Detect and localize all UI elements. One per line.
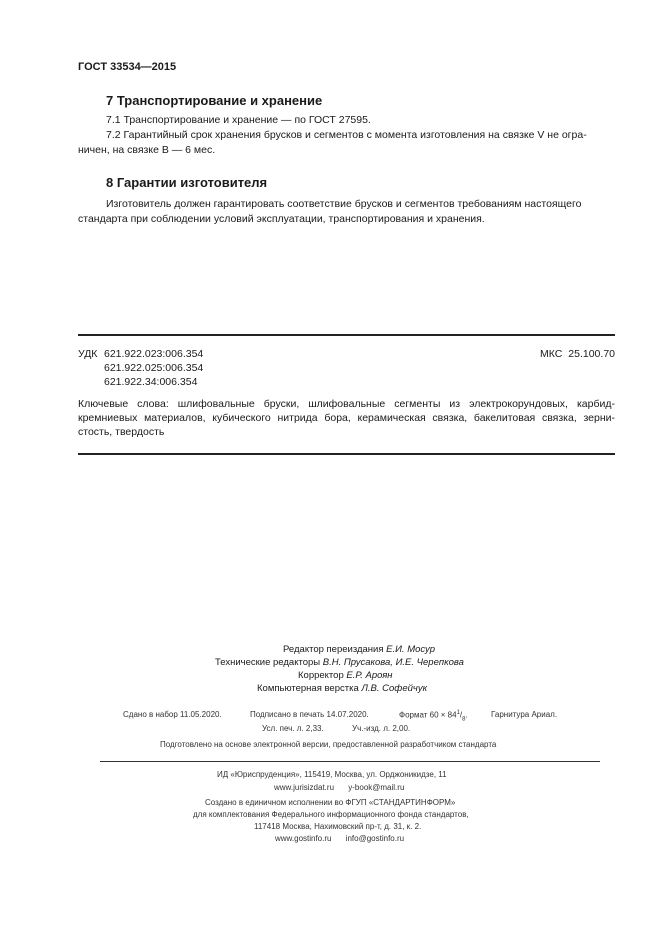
section-7-paragraph-2-line-1: 7.2 Гарантийный срок хранения брусков и сегментов с момента изготовления на связке V не огра- — [106, 129, 587, 141]
mks-label: МКС — [540, 348, 563, 360]
print-signed: Подписано в печать 14.07.2020. — [250, 710, 369, 719]
keywords-line-1: Ключевые слова: шлифовальные бруски, шлифовальные сегменты из электрокорундовых, карбид- — [78, 398, 615, 410]
gostinfo-email[interactable]: info@gostinfo.ru — [345, 834, 405, 843]
publisher-email[interactable]: y-book@mail.ru — [348, 783, 405, 792]
credit-corrector — [298, 670, 393, 681]
print-format-prefix: Формат 60 × 84 — [399, 710, 457, 720]
section-8-paragraph-line-1: Изготовитель должен гарантировать соответствие брусков и сегментов требованиям настоящего — [106, 198, 582, 210]
credit-tech-editors — [215, 657, 464, 668]
print-format: Формат $60 \times 84^1/_8$. — [399, 710, 468, 723]
print-format-suffix: . — [465, 710, 468, 720]
tech-editors-label: Технические редакторы — [215, 657, 321, 668]
credit-editor — [283, 644, 435, 655]
editor-label: Редактор переиздания — [283, 644, 384, 655]
section-8-title: 8 Гарантии изготовителя — [106, 175, 268, 190]
section-7-title: 7 Транспортирование и хранение — [106, 93, 323, 108]
layout-label: Компьютерная верстка — [257, 683, 359, 694]
print-font: Гарнитура Ариал. — [491, 710, 558, 719]
publisher-site[interactable]: www.jurisizdat.ru — [274, 783, 335, 792]
mks-code: 25.100.70 — [568, 348, 615, 360]
print-sheets: Усл. печ. л. 2,33. — [262, 724, 324, 733]
udk-code-2: 621.922.025:006.354 — [104, 362, 204, 374]
section-7-paragraph-2-line-2: ничен, на связке B — 6 мес. — [78, 144, 216, 156]
udk-label: УДК — [78, 348, 98, 360]
udk-code-1: 621.922.023:006.354 — [104, 348, 204, 360]
created-line-2: для комплектования Федерального информационного фонда стандартов, — [193, 810, 469, 819]
layout-name: Л.В. Софейчук — [361, 683, 428, 694]
section-7-paragraph-1: 7.1 Транспортирование и хранение — по ГОСТ 27595. — [106, 114, 371, 126]
corrector-label: Корректор — [298, 670, 344, 681]
divider-bottom — [78, 453, 615, 455]
section-8-paragraph-line-2: стандарта при соблюдении условий эксплуатации, транспортирования и хранения. — [78, 213, 485, 225]
udk-code-3: 621.922.34:006.354 — [104, 376, 198, 388]
print-submitted: Сдано в набор 11.05.2020. — [123, 710, 222, 719]
print-edition-sheets: Уч.-изд. л. 2,00. — [352, 724, 411, 733]
created-line-1: Создано в единичном исполнении во ФГУП «СТАНДАРТИНФОРМ» — [205, 798, 456, 807]
publisher-divider — [100, 761, 600, 762]
keywords-line-2: кремниевых материалов, кубического нитрида бора, керамическая связка, бакелитовая связка, зерни- — [78, 412, 615, 424]
keywords-line-3: стость, твердость — [78, 426, 165, 438]
print-format-sub: 8 — [462, 716, 466, 723]
publisher-address: ИД «Юриспруденция», 115419, Москва, ул. Орджоникидзе, 11 — [217, 770, 447, 779]
editor-name: Е.И. Мосур — [386, 644, 436, 655]
mks-classification — [540, 347, 615, 362]
divider-top — [78, 334, 615, 336]
gostinfo-contacts — [275, 834, 404, 843]
prepared-note: Подготовлено на основе электронной версии, предоставленной разработчиком стандарта — [160, 740, 497, 749]
credit-layout — [257, 683, 427, 694]
gostinfo-site[interactable]: www.gostinfo.ru — [275, 834, 332, 843]
publisher-contacts — [274, 783, 404, 792]
tech-editors-names: В.Н. Прусакова, И.Е. Черепкова — [322, 657, 464, 668]
standard-code-header: ГОСТ 33534—2015 — [78, 61, 177, 73]
created-line-3: 117418 Москва, Нахимовский пр-т, д. 31, к. 2. — [254, 822, 422, 831]
corrector-name: Е.Р. Ароян — [346, 670, 393, 681]
print-format-sup: 1 — [456, 710, 460, 716]
